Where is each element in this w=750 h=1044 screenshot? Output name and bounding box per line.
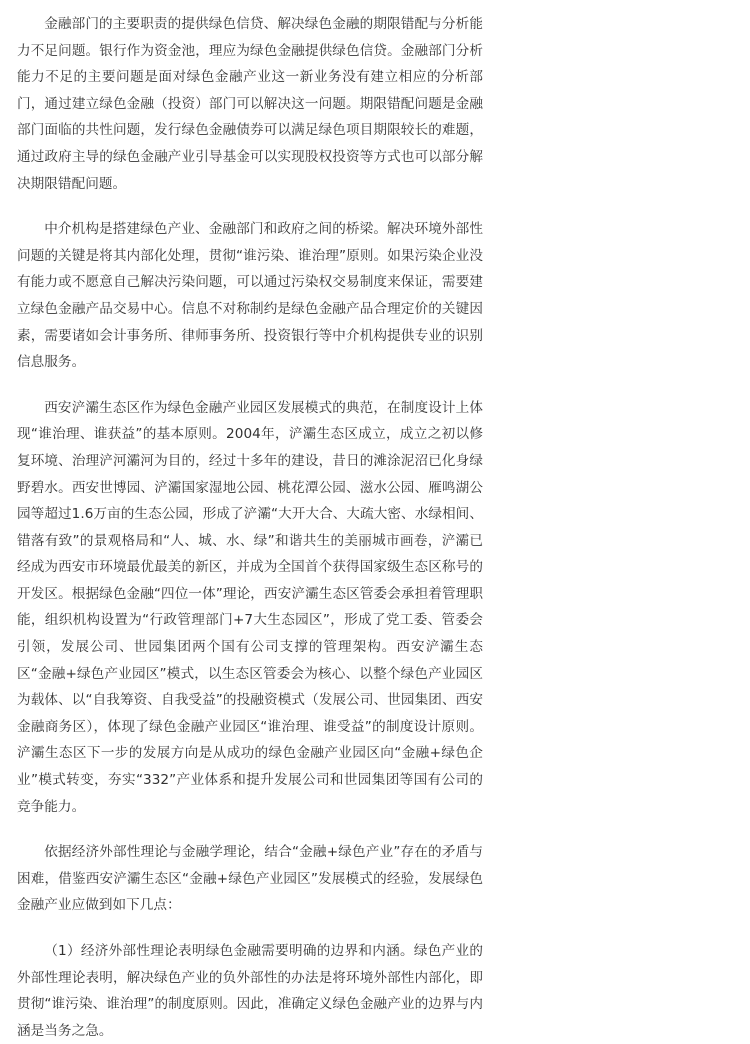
paragraph-financial-sector: 金融部门的主要职责的提供绿色信贷、解决绿色金融的期限错配与分析能力不足问题。银行作为资金池，理应为绿色金融提供绿色信贷。金融部门分析能力不足的主要问题是面对绿色金融产业这一新业务没有建立相应的分析部门，通过建立绿色金融（投资）部门可以解决这一问题。期限错配问题是金融部门面临的共性问题，发行绿色金融债券可以满足绿色项目期限较长的难题，通过政府主导的绿色金融产业引导基金可以实现股权投资等方式也可以部分解决期限错配问题。 [17, 16, 483, 192]
article-body [17, 11, 483, 1044]
paragraph-intermediaries: 中介机构是搭建绿色产业、金融部门和政府之间的桥梁。解决环境外部性问题的关键是将其内部化处理，贯彻“谁污染、谁治理”原则。如果污染企业没有能力或不愿意自己解决污染问题，可以通过污染权交易制度来保证，需要建立绿色金融产品交易中心。信息不对称制约是绿色金融产品合理定价的关键因素，需要诸如会计事务所、律师事务所、投资银行等中介机构提供专业的识别信息服务。 [17, 221, 483, 371]
paragraph-recommendations-intro: 依据经济外部性理论与金融学理论，结合“金融+绿色产业”存在的矛盾与困难，借鉴西安浐灞生态区“金融+绿色产业园区”发展模式的经验，发展绿色金融产业应做到如下几点： [17, 844, 483, 914]
paragraph-chanba-case: 西安浐灞生态区作为绿色金融产业园区发展模式的典范，在制度设计上体现“谁治理、谁获益”的基本原则。2004年，浐灞生态区成立，成立之初以修复环境、治理浐河灞河为目的，经过十多年的建设，昔日的滩涂泥沼已化身绿野碧水。西安世博园、浐灞国家湿地公园、桃花潭公园、滋水公园、雁鸣湖公园等超过1.6万亩的生态公园，形成了浐灞“大开大合、大疏大密、水绿相间、错落有致”的景观格局和“人、城、水、绿”和谐共生的美丽城市画卷，浐灞已经成为西安市环境最优最美的新区，并成为全国首个获得国家级生态区称号的开发区。根据绿色金融“四位一体”理论，西安浐灞生态区管委会承担着管理职能，组织机构设置为“行政管理部门+7大生态园区”，形成了党工委、管委会引领，发展公司、世园集团两个国有公司支撑的管理架构。西安浐灞生态区“金融+绿色产业园区”模式，以生态区管委会为核心、以整个绿色产业园区为载体、以“自我筹资、自我受益”的投融资模式（发展公司、世园集团、西安金融商务区），体现了绿色金融产业园区“谁治理、谁受益”的制度设计原则。浐灞生态区下一步的发展方向是从成功的绿色金融产业园区向“金融+绿色企业”模式转变，夯实“332”产业体系和提升发展公司和世园集团等国有公司的竞争能力。 [17, 399, 483, 815]
paragraph-point-1: （1）经济外部性理论表明绿色金融需要明确的边界和内涵。绿色产业的外部性理论表明，解决绿色产业的负外部性的办法是将环境外部性内部化，即贯彻“谁污染、谁治理”的制度原则。因此，准确定义绿色金融产业的边界与内涵是当务之急。 [17, 943, 483, 1039]
